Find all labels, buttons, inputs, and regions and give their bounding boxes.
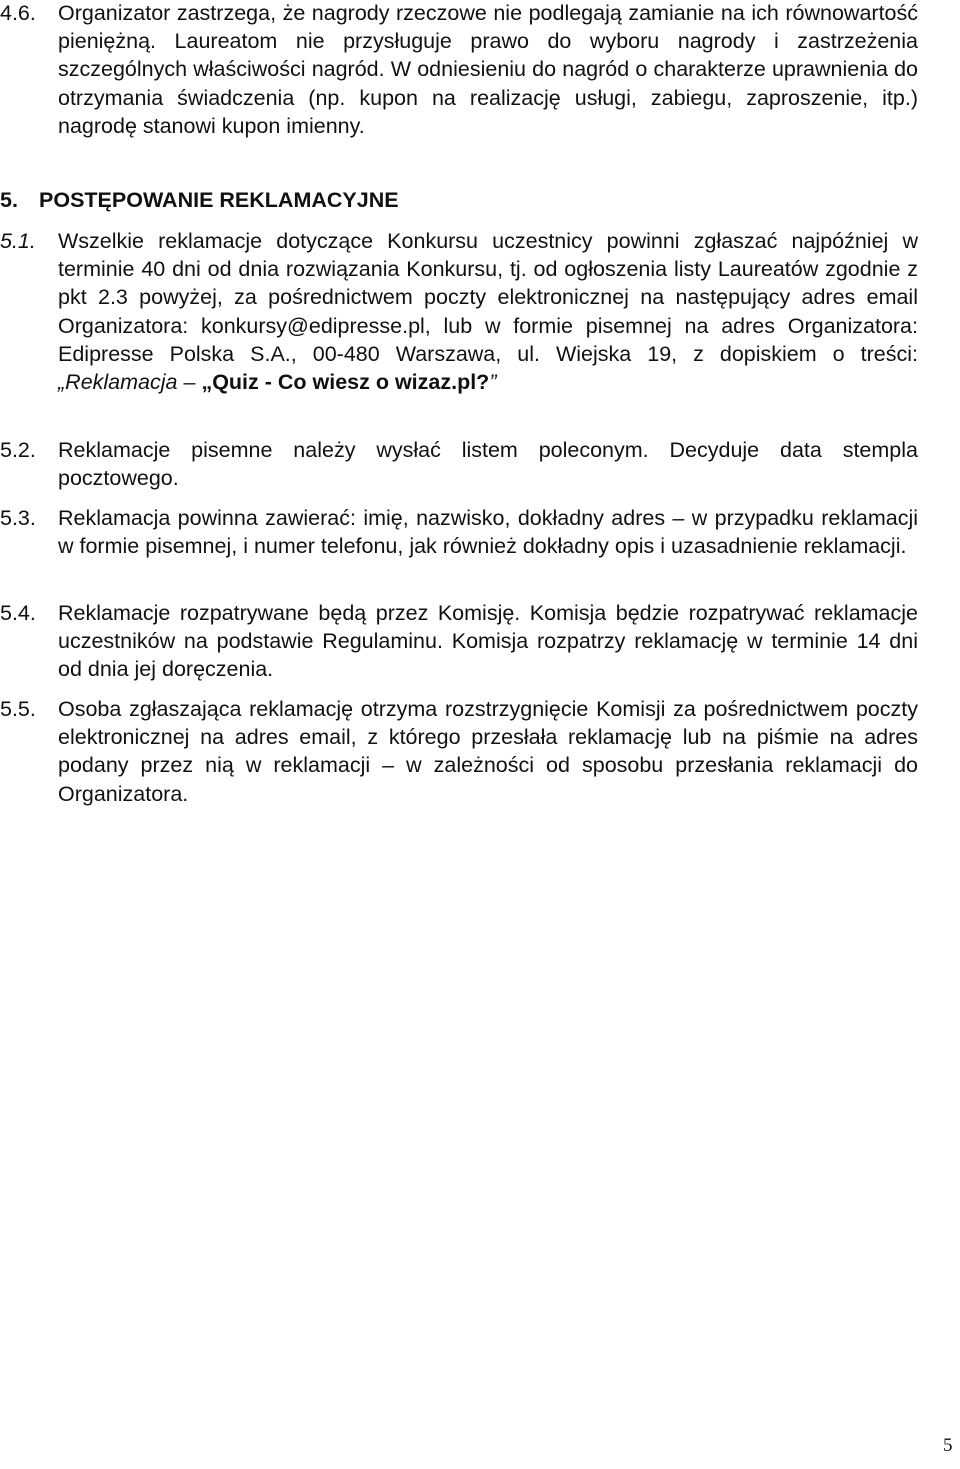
paragraph-4-6	[0, 0, 918, 140]
paragraph-text: Organizator zastrzega, że nagrody rzeczowe nie podlegają zamianie na ich równowartość pieniężną. Laureatom nie przysługuje prawo do wyboru nagrody i zastrzeżenia szczególnych właściwości nagród. W odniesieniu do nagród o charakterze uprawnienia do otrzymania świadczenia (np. kupon na realizację usługi, zabiegu, zaproszenie, itp.) nagrodę stanowi kupon imienny.	[58, 1, 918, 138]
paragraph-number: 5.1.	[0, 229, 36, 253]
paragraph-5-1	[0, 227, 918, 396]
paragraph-number: 5.5.	[0, 697, 36, 721]
paragraph-5-3	[0, 504, 918, 560]
paragraph-text: Reklamacje pisemne należy wysłać listem poleconym. Decyduje data stempla pocztowego.	[58, 438, 918, 491]
complaint-subject: Reklamacja	[65, 370, 178, 395]
paragraph-body: Wszelkie reklamacje dotyczące Konkursu uczestnicy powinni zgłaszać najpóźniej w terminie 40 dni od dnia rozwiązania Konkursu, tj. od ogłoszenia listy Laureatów zgodnie z pkt 2.3 powyżej, za pośrednictwem poczty elektronicznej na następujący adres email Organizatora: konkursy@edipresse.pl, lub w formie pisemnej na adres Organizatora: Edipresse Polska S.A., 00-480 Warszawa, ul. Wiejska 19, z dopiskiem o treści:	[58, 229, 918, 366]
quiz-title: „Quiz - Co wiesz o wizaz.pl?	[201, 370, 490, 395]
page-number: 5	[943, 1435, 953, 1456]
paragraph-text: Reklamacja powinna zawierać: imię, nazwisko, dokładny adres – w przypadku reklamacji w formie pisemnej, i numer telefonu, jak również dokładny opis i uzasadnienie reklamacji.	[58, 506, 918, 559]
paragraph-number: 5.2.	[0, 438, 36, 462]
paragraph-number: 4.6.	[0, 1, 36, 25]
paragraph-5-5	[0, 695, 918, 808]
paragraph-text: Osoba zgłaszająca reklamację otrzyma rozstrzygnięcie Komisji za pośrednictwem poczty elektronicznej na adres email, z którego przesłała reklamację lub na piśmie na adres podany przez nią w reklamacji – w zależności od sposobu przesłania reklamacji do Organizatora.	[58, 697, 918, 806]
paragraph-5-4	[0, 599, 918, 684]
section-heading	[0, 186, 399, 214]
quote-open-mark: „	[58, 370, 66, 395]
paragraph-text: Reklamacje rozpatrywane będą przez Komisję. Komisja będzie rozpatrywać reklamacje uczestników na podstawie Regulaminu. Komisja rozpatrzy reklamację w terminie 14 dni od dnia jej doręczenia.	[58, 601, 918, 682]
paragraph-number: 5.4.	[0, 601, 36, 625]
paragraph-number: 5.3.	[0, 506, 36, 530]
quote-close-mark: ”	[489, 370, 497, 395]
section-title: POSTĘPOWANIE REKLAMACYJNE	[39, 188, 399, 212]
paragraph-text	[58, 227, 918, 396]
section-number: 5.	[0, 188, 18, 212]
paragraph-5-2	[0, 436, 918, 492]
subject-dash: –	[183, 370, 196, 395]
